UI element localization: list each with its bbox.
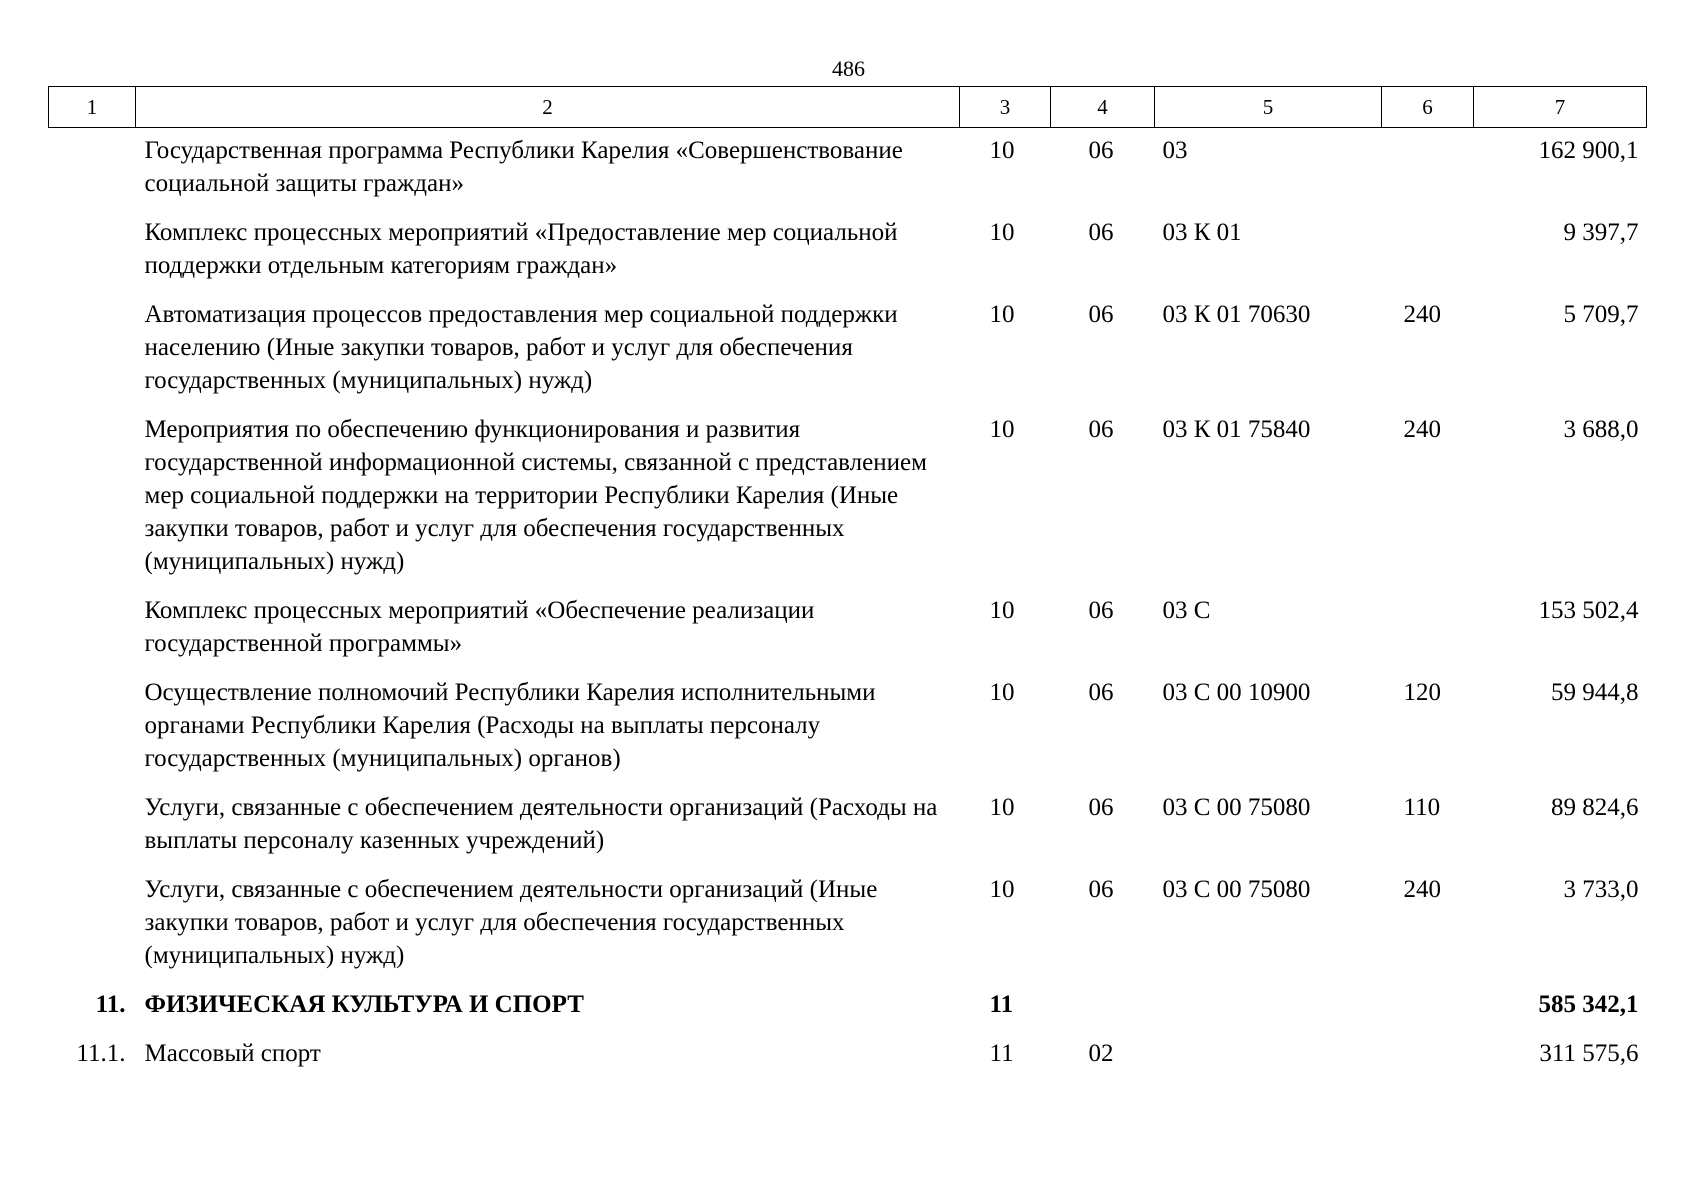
row-expense-type — [1382, 1029, 1474, 1078]
row-subsection: 06 — [1088, 876, 1114, 903]
row-target-article: 03 С 00 75080 — [1162, 876, 1311, 903]
row-expense-type: 240 — [1403, 876, 1441, 903]
table-row — [49, 865, 1647, 980]
table-row — [49, 1029, 1647, 1078]
column-header: 3 — [960, 87, 1051, 128]
table-row — [49, 668, 1647, 783]
row-expense-type: 120 — [1403, 679, 1441, 706]
row-number — [49, 783, 136, 865]
row-subsection — [1051, 980, 1155, 1029]
row-amount: 89 824,6 — [1551, 794, 1639, 821]
table-row — [49, 980, 1647, 1029]
table-row — [49, 586, 1647, 668]
row-amount: 585 342,1 — [1538, 991, 1639, 1018]
table-row — [49, 290, 1647, 405]
row-section: 10 — [989, 137, 1015, 164]
column-header: 2 — [136, 87, 960, 128]
row-number — [49, 208, 136, 290]
row-name: Комплекс процессных мероприятий «Обеспечение реализации государственной программы» — [144, 597, 815, 657]
row-target-article: 03 С 00 10900 — [1162, 679, 1311, 706]
row-target-article — [1155, 980, 1382, 1029]
row-target-article: 03 С 00 75080 — [1162, 794, 1311, 821]
row-number — [49, 865, 136, 980]
table-row — [49, 208, 1647, 290]
table-body — [49, 128, 1647, 1079]
table-row — [49, 783, 1647, 865]
row-expense-type — [1382, 208, 1474, 290]
table-header-row — [49, 87, 1647, 128]
column-header: 7 — [1474, 87, 1647, 128]
row-target-article: 03 К 01 70630 — [1162, 301, 1311, 328]
row-name: Массовый спорт — [144, 1040, 321, 1067]
row-target-article: 03 — [1162, 137, 1188, 164]
row-name: ФИЗИЧЕСКАЯ КУЛЬТУРА И СПОРТ — [144, 991, 584, 1018]
row-number — [49, 668, 136, 783]
row-amount: 3 733,0 — [1563, 876, 1639, 903]
row-target-article — [1155, 1029, 1382, 1078]
row-section: 10 — [989, 416, 1015, 443]
row-expense-type — [1382, 586, 1474, 668]
row-number: 11.1. — [76, 1040, 126, 1067]
row-name: Автоматизация процессов предоставления мер социальной поддержки населению (Иные закупки товаров, работ и услуг для обеспечения государственных (муниципальных) нужд) — [144, 301, 898, 394]
row-amount: 3 688,0 — [1563, 416, 1639, 443]
row-section: 10 — [989, 301, 1015, 328]
row-expense-type — [1382, 128, 1474, 209]
row-section: 10 — [989, 679, 1015, 706]
table-row — [49, 128, 1647, 209]
row-expense-type: 110 — [1403, 794, 1441, 821]
row-subsection: 06 — [1088, 219, 1114, 246]
row-section: 10 — [989, 794, 1015, 821]
table-row — [49, 405, 1647, 586]
row-amount: 162 900,1 — [1538, 137, 1639, 164]
row-subsection: 06 — [1088, 597, 1114, 624]
row-name: Услуги, связанные с обеспечением деятельности организаций (Иные закупки товаров, работ и услуг для обеспечения государственных (муниципальных) нужд) — [144, 876, 878, 969]
row-subsection: 02 — [1088, 1040, 1114, 1067]
row-amount: 59 944,8 — [1551, 679, 1639, 706]
row-name: Мероприятия по обеспечению функционирования и развития государственной информационной системы, связанной с представлением мер социальной поддержки на территории Республики Карелия (Иные закупки товаров, работ и услуг для обеспечения государственных (муниципальных) нужд) — [144, 416, 927, 575]
row-amount: 153 502,4 — [1538, 597, 1639, 624]
row-name: Комплекс процессных мероприятий «Предоставление мер социальной поддержки отдельным категориям граждан» — [144, 219, 898, 279]
column-header: 1 — [49, 87, 136, 128]
row-section: 10 — [989, 597, 1015, 624]
row-subsection: 06 — [1088, 794, 1114, 821]
row-amount: 311 575,6 — [1539, 1040, 1639, 1067]
row-subsection: 06 — [1088, 301, 1114, 328]
row-amount: 5 709,7 — [1563, 301, 1639, 328]
row-number — [49, 290, 136, 405]
column-header: 4 — [1051, 87, 1155, 128]
row-section: 11 — [989, 991, 1014, 1018]
row-name: Услуги, связанные с обеспечением деятельности организаций (Расходы на выплаты персоналу казенных учреждений) — [144, 794, 938, 854]
budget-table — [48, 86, 1647, 1078]
row-expense-type: 240 — [1403, 301, 1441, 328]
row-expense-type — [1382, 980, 1474, 1029]
row-subsection: 06 — [1088, 679, 1114, 706]
row-section: 10 — [989, 876, 1015, 903]
row-amount: 9 397,7 — [1563, 219, 1639, 246]
page-number: 486 — [832, 56, 865, 81]
row-section: 11 — [989, 1040, 1014, 1067]
row-subsection: 06 — [1088, 416, 1114, 443]
row-subsection: 06 — [1088, 137, 1114, 164]
row-section: 10 — [989, 219, 1015, 246]
row-target-article: 03 К 01 — [1162, 219, 1242, 246]
row-target-article: 03 К 01 75840 — [1162, 416, 1311, 443]
row-number — [49, 128, 136, 209]
row-name: Государственная программа Республики Карелия «Совершенствование социальной защиты граждан» — [144, 137, 903, 197]
column-header: 6 — [1382, 87, 1474, 128]
row-name: Осуществление полномочий Республики Карелия исполнительными органами Республики Карелия (Расходы на выплаты персоналу государственных (муниципальных) органов) — [144, 679, 876, 772]
row-expense-type: 240 — [1403, 416, 1441, 443]
row-number — [49, 405, 136, 586]
row-target-article: 03 С — [1162, 597, 1211, 624]
row-number: 11. — [95, 991, 126, 1018]
column-header: 5 — [1155, 87, 1382, 128]
row-number — [49, 586, 136, 668]
